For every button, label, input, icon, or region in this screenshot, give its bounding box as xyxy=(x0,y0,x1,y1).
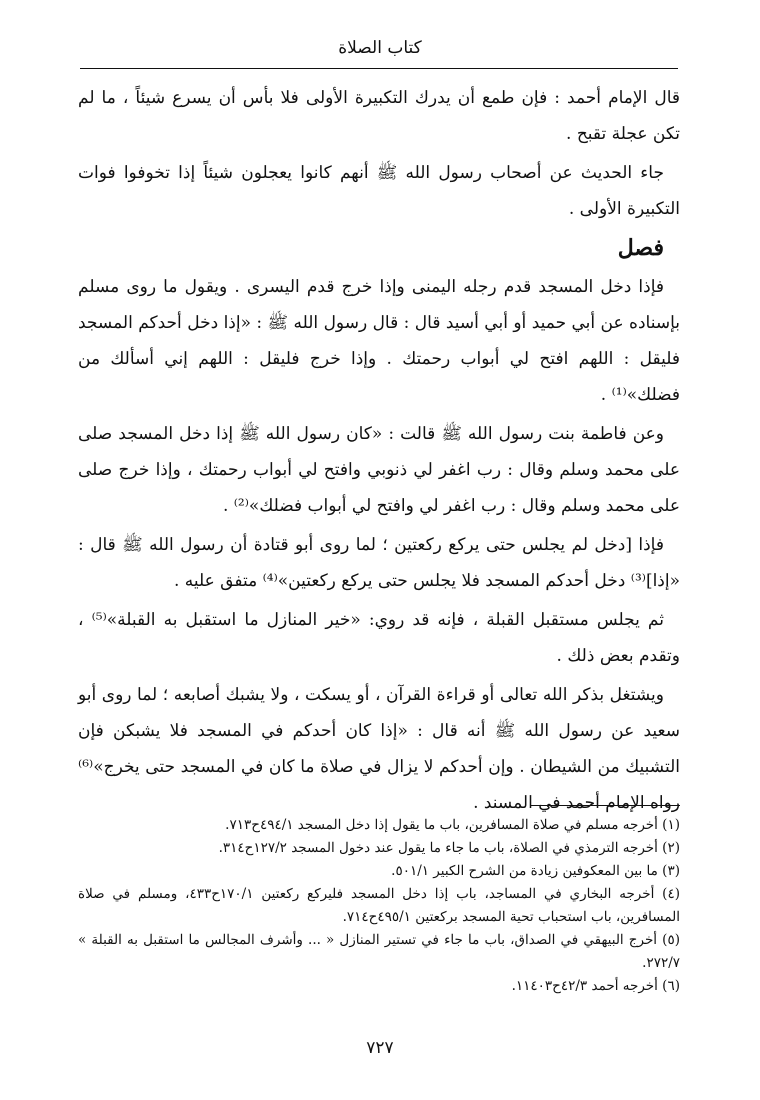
paragraph-6: ثم يجلس مستقبل القبلة ، فإنه قد روي: «خير المنازل ما استقبل به القبلة»⁽⁵⁾ ، وتقدم بعض ذلك . xyxy=(78,610,680,666)
footnote-2: (٢) أخرجه الترمذي في الصلاة، باب ما جاء ما يقول عند دخول المسجد ١٢٧/٢ح٣١٤. xyxy=(218,840,680,856)
page-number: ٧٢٧ xyxy=(366,1038,394,1058)
paragraph-3: فإذا دخل المسجد قدم رجله اليمنى وإذا خرج قدم اليسرى . ويقول ما روى مسلم بإسناده عن أبي حميد أو أبي أسيد قال : قال رسول الله ﷺ : «إذا دخل أحدكم المسجد فليقل : اللهم افتح لي أبواب رحمتك . وإذا خرج فليقل : اللهم إني أسألك من فضلك»⁽¹⁾ . xyxy=(78,277,680,405)
paragraph-2: جاء الحديث عن أصحاب رسول الله ﷺ أنهم كانوا يعجلون شيئاً إذا تخوفوا فوات التكبيرة الأولى . xyxy=(78,163,680,219)
paragraph-4: وعن فاطمة بنت رسول الله ﷺ قالت : «كان رسول الله ﷺ إذا دخل المسجد صلى على محمد وسلم وقال : رب اغفر لي ذنوبي وافتح لي أبواب رحمتك ، وإذا خرج صلى على محمد وسلم وقال : رب اغفر لي وافتح لي أبواب فضلك»⁽²⁾ . xyxy=(78,424,680,516)
footnote-6: (٦) أخرجه أحمد ٤٢/٣ح١١٤٠٣. xyxy=(511,978,680,994)
footnotes xyxy=(78,814,680,998)
paragraph-1: قال الإمام أحمد : فإن طمع أن يدرك التكبيرة الأولى فلا بأس أن يسرع شيئاً ، ما لم تكن عجلة تقبح . xyxy=(78,88,680,144)
footnote-divider xyxy=(530,805,680,806)
paragraph-5: فإذا [دخل لم يجلس حتى يركع ركعتين ؛ لما روى أبو قتادة أن رسول الله ﷺ قال : «إذا]⁽³⁾ دخل أحدكم المسجد فلا يجلس حتى يركع ركعتين»⁽⁴⁾ متفق عليه . xyxy=(78,535,680,591)
running-header: كتاب الصلاة xyxy=(338,38,422,58)
footnote-1: (١) أخرجه مسلم في صلاة المسافرين، باب ما يقول إذا دخل المسجد ٤٩٤/١ح٧١٣. xyxy=(225,817,680,833)
header-divider xyxy=(80,68,678,69)
section-heading: فصل xyxy=(617,235,664,261)
main-text xyxy=(78,80,680,824)
footnote-4: (٤) أخرجه البخاري في المساجد، باب إذا دخل المسجد فليركع ركعتين ١٧٠/١ح٤٣٣، ومسلم في صلاة المسافرين، باب استحباب تحية المسجد بركعتين ٤٩٥/١ح٧١٤. xyxy=(78,886,680,925)
footnote-5: (٥) أخرج البيهقي في الصداق، باب ما جاء في تستير المنازل « ... وأشرف المجالس ما استقبل به القبلة » ٢٧٢/٧. xyxy=(78,932,680,971)
paragraph-7: ويشتغل بذكر الله تعالى أو قراءة القرآن ، أو يسكت ، ولا يشبك أصابعه ؛ لما روى أبو سعيد عن رسول الله ﷺ أنه قال : «إذا كان أحدكم في المسجد فلا يشبكن فإن التشبيك من الشيطان . وإن أحدكم لا يزال في صلاة ما كان في المسجد حتى يخرج»⁽⁶⁾ رواه الإمام أحمد في المسند . xyxy=(78,685,680,813)
footnote-3: (٣) ما بين المعكوفين زيادة من الشرح الكبير ٥٠١/١. xyxy=(391,863,680,879)
